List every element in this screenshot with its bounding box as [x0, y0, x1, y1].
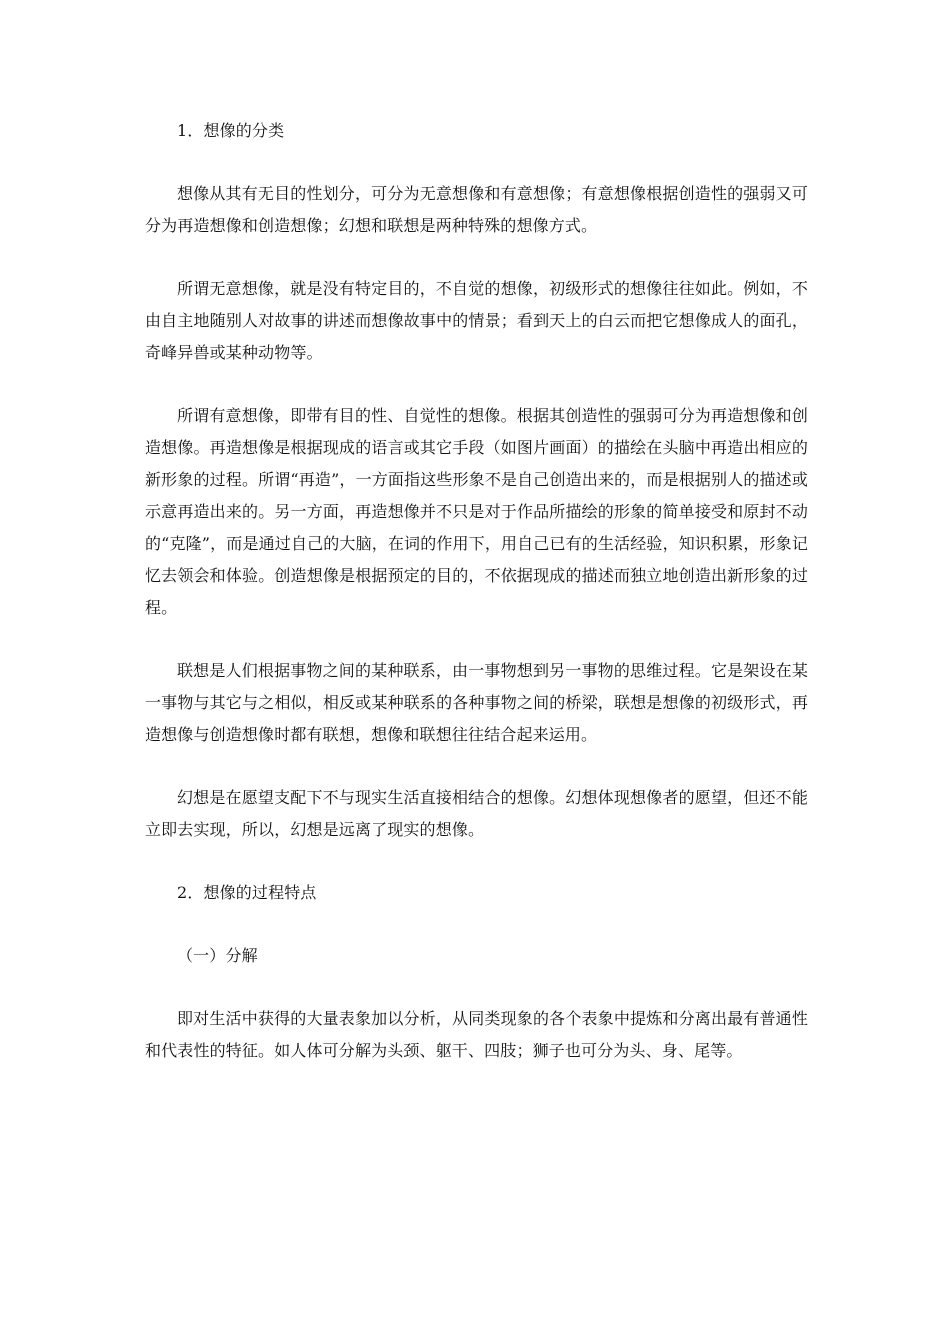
paragraph-decomposition: 即对生活中获得的大量表象加以分析，从同类现象的各个表象中提炼和分离出最有普通性和代表性的特征。如人体可分解为头颈、躯干、四肢；狮子也可分为头、身、尾等。 [145, 1009, 808, 1060]
paragraph-intentional-imagination: 所谓有意想像，即带有目的性、自觉性的想像。根据其创造性的强弱可分为再造想像和创造想像。再造想像是根据现成的语言或其它手段（如图片画面）的描绘在头脑中再造出相应的新形象的过程。所谓“再造”，一方面指这些形象不是自己创造出来的，而是根据别人的描述或示意再造出来的。另一方面，再造想像并不只是对于作品所描绘的形象的简单接受和原封不动的“克隆”，而是通过自己的大脑，在词的作用下，用自己已有的生活经验，知识积累，形象记忆去领会和体验。创造想像是根据预定的目的，不依据现成的描述而独立地创造出新形象的过程。 [145, 406, 808, 617]
paragraph-fantasy: 幻想是在愿望支配下不与现实生活直接相结合的想像。幻想体现想像者的愿望，但还不能立即去实现，所以，幻想是远离了现实的想像。 [145, 788, 808, 839]
section-heading-2: 2．想像的过程特点 [177, 883, 317, 902]
document-page [145, 115, 808, 1067]
paragraph-association: 联想是人们根据事物之间的某种联系，由一事物想到另一事物的思维过程。它是架设在某一事物与其它与之相似，相反或某种联系的各种事物之间的桥梁，联想是想像的初级形式，再造想像与创造想像时都有联想，想像和联想往往结合起来运用。 [145, 661, 808, 744]
paragraph-unintentional-imagination: 所谓无意想像，就是没有特定目的，不自觉的想像，初级形式的想像往往如此。例如，不由自主地随别人对故事的讲述而想像故事中的情景；看到天上的白云而把它想像成人的面孔，奇峰异兽或某种动物等。 [145, 279, 808, 362]
section-heading-1: 1．想像的分类 [177, 121, 285, 140]
paragraph-classification: 想像从其有无目的性划分，可分为无意想像和有意想像；有意想像根据创造性的强弱又可分为再造想像和创造想像；幻想和联想是两种特殊的想像方式。 [145, 184, 808, 235]
subsection-heading-decomposition: （一）分解 [177, 946, 258, 965]
